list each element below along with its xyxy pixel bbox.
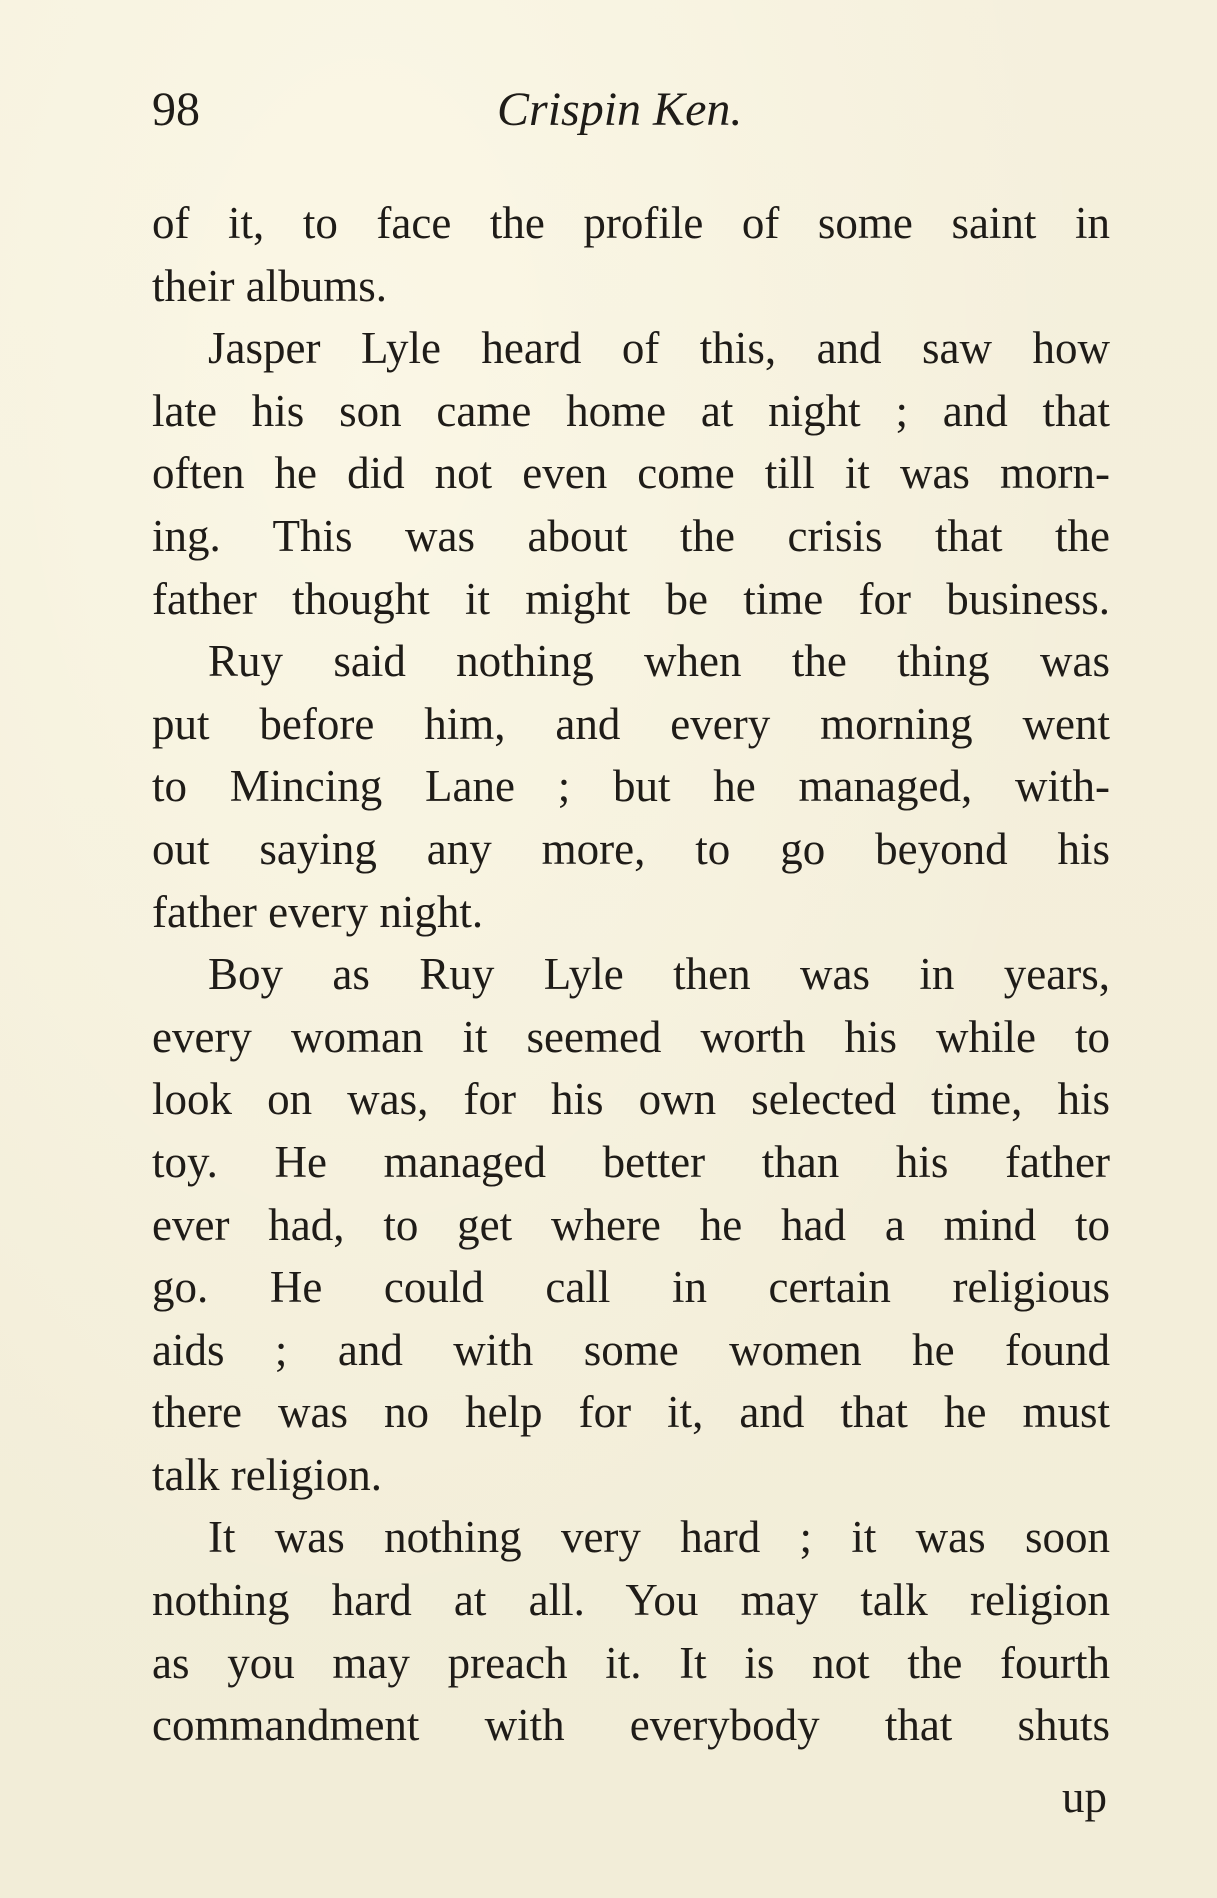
text-line: father every night. [152, 886, 484, 937]
text-line: nothing hard at all. You may talk religion [152, 1575, 1110, 1626]
text-line: as you may preach it. It is not the fourth [152, 1637, 1110, 1688]
text-line: put before him, and every morning went [152, 698, 1110, 749]
text-line: there was no help for it, and that he must [152, 1387, 1110, 1438]
text-line: father thought it might be time for business. [152, 573, 1110, 624]
text-line: Ruy said nothing when the thing was [208, 636, 1110, 687]
catchword: up [1062, 1772, 1107, 1822]
text-line: It was nothing very hard ; it was soon [208, 1512, 1110, 1563]
text-line: talk religion. [152, 1449, 382, 1500]
page-number: 98 [152, 83, 200, 136]
running-title: Crispin Ken. [497, 83, 743, 136]
text-line: commandment with everybody that shuts [152, 1700, 1110, 1751]
text-line: out saying any more, to go beyond his [152, 823, 1110, 874]
text-line: go. He could call in certain religious [152, 1262, 1110, 1313]
text-line: Boy as Ruy Lyle then was in years, [208, 949, 1110, 1000]
text-line: Jasper Lyle heard of this, and saw how [208, 323, 1110, 374]
text-line: often he did not even come till it was morn- [152, 448, 1110, 499]
text-line: to Mincing Lane ; but he managed, with- [152, 761, 1110, 812]
text-line: look on was, for his own selected time, his [152, 1074, 1110, 1125]
text-line: of it, to face the profile of some saint in [152, 198, 1110, 248]
text-line: every woman it seemed worth his while to [152, 1011, 1110, 1062]
text-line: ever had, to get where he had a mind to [152, 1199, 1110, 1250]
text-line: ing. This was about the crisis that the [152, 510, 1110, 561]
text-line: toy. He managed better than his father [152, 1136, 1110, 1187]
body-text [152, 192, 1110, 1757]
text-line: their albums. [152, 260, 387, 311]
text-line: late his son came home at night ; and that [152, 385, 1110, 436]
text-line: aids ; and with some women he found [152, 1324, 1110, 1375]
page-header [152, 82, 1062, 152]
